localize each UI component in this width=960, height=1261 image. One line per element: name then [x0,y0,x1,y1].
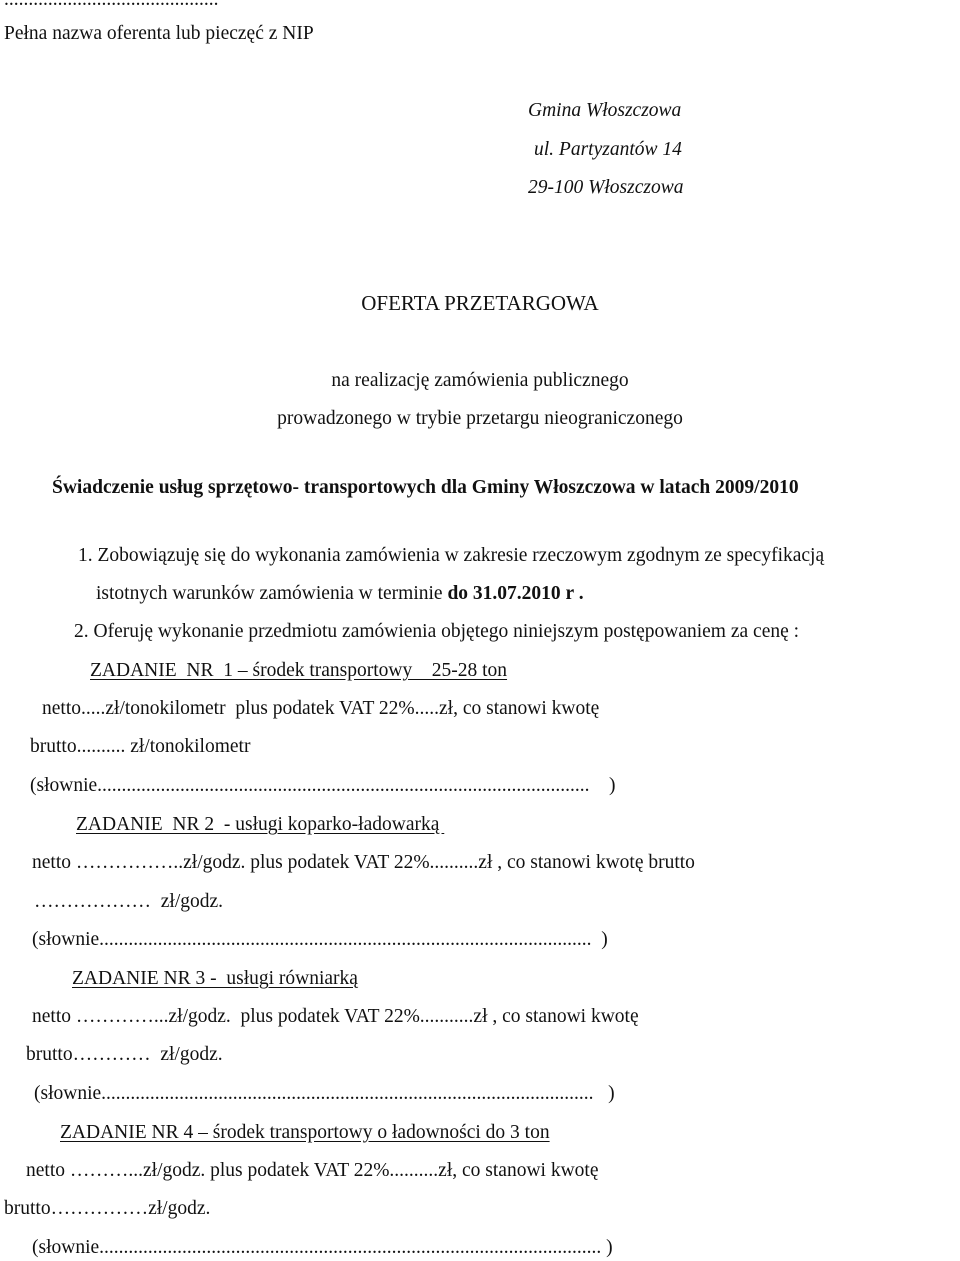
task-1-heading: ZADANIE NR 1 – środek transportowy 25-28 ton [90,660,508,681]
task-2-gross-line: ……………… zł/godz. [34,891,224,912]
item-1-text: istotnych warunków zamówienia w terminie [96,583,448,604]
task-3-heading: ZADANIE NR 3 - usługi równiarką [72,968,358,989]
recipient-street: ul. Partyzantów 14 [534,139,682,160]
task-1-price-line: netto.....zł/tonokilometr plus podatek VAT 22%.....zł, co stanowi kwotę [42,698,600,719]
task-3-words-line: (słownie..................................................................................................... ) [34,1083,615,1104]
item-1-line-1: 1. Zobowiązuję się do wykonania zamówienia w zakresie rzeczowym zgodnym ze specyfikacją [78,545,825,566]
task-3-gross-line: brutto………… zł/godz. [26,1044,223,1065]
task-4-gross-line: brutto……………zł/godz. [4,1198,211,1219]
document-title: OFERTA PRZETARGOWA [361,291,599,315]
task-1-words-line: (słownie..................................................................................................... ) [30,775,616,796]
task-4-words-line: (słownie....................................................................................................... ) [32,1237,613,1258]
recipient-name: Gmina Włoszczowa [528,100,682,121]
recipient-city: 29-100 Włoszczowa [528,177,684,198]
item-1-line-2 [96,584,584,604]
task-1-gross-line: brutto.......... zł/tonokilometr [30,736,251,757]
task-2-price-line: netto ……………..zł/godz. plus podatek VAT 22%..........zł , co stanowi kwotę brutto [32,852,695,873]
task-2-heading: ZADANIE NR 2 - usługi koparko-ładowarką [76,814,445,835]
task-4-price-line: netto ………...zł/godz. plus podatek VAT 22%..........zł, co stanowi kwotę [26,1160,599,1181]
document-subtitle-1: na realizację zamówienia publicznego [331,370,629,391]
company-label: Pełna nazwa oferenta lub pieczęć z NIP [4,23,314,44]
item-1-deadline: do 31.07.2010 r . [447,583,584,604]
order-subject: Świadczenie usług sprzętowo- transportowych dla Gminy Włoszczowa w latach 2009/2010 [52,477,799,498]
item-2-line: 2. Oferuję wykonanie przedmiotu zamówienia objętego niniejszym postępowaniem za cenę : [74,621,800,642]
task-2-words-line: (słownie..................................................................................................... ) [32,929,608,950]
document-subtitle-2: prowadzonego w trybie przetargu nieograniczonego [277,408,683,429]
task-3-price-line: netto …………...zł/godz. plus podatek VAT 22%...........zł , co stanowi kwotę [32,1006,639,1027]
signature-dotted-line [4,0,219,10]
task-4-heading: ZADANIE NR 4 – środek transportowy o ładowności do 3 ton [60,1122,550,1143]
